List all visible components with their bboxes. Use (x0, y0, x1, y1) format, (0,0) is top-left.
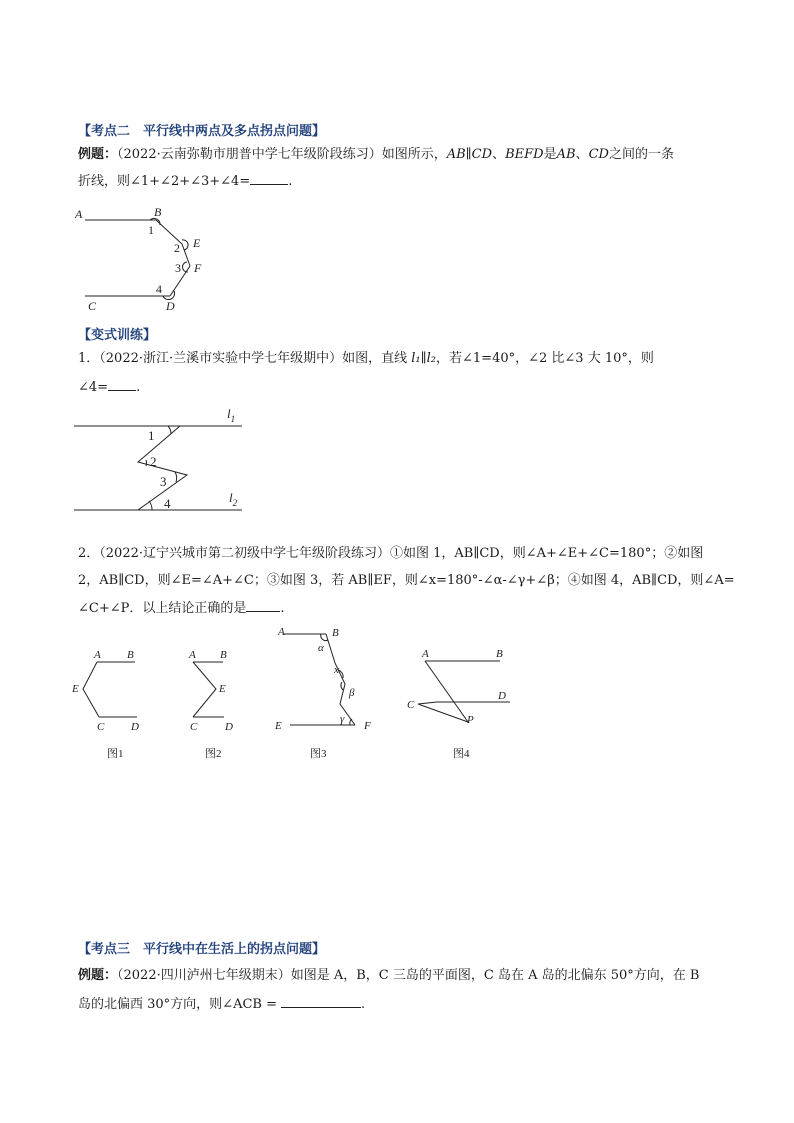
answer-blank[interactable] (250, 172, 288, 185)
label-a: A (75, 207, 83, 221)
figure-3 (270, 620, 380, 763)
figure-4 (400, 640, 520, 763)
s3-line-1 (78, 967, 699, 985)
fig3-label-gamma: γ (340, 713, 345, 725)
q1-answer-blank[interactable] (108, 378, 136, 391)
fig3-label-a: A (278, 626, 285, 638)
label-d: D (166, 299, 175, 313)
s3-period: . (360, 997, 366, 1012)
text-sep2: 、 (575, 147, 589, 162)
q2-line-3 (78, 599, 285, 618)
s3-question: 岛的北偏西 30°方向，则∠ACB = (78, 997, 277, 1012)
q1-line-1 (78, 350, 654, 368)
fig4-label-d: D (498, 690, 506, 702)
fig1-caption: 图1 (107, 748, 124, 760)
fig2-caption: 图2 (205, 748, 222, 760)
fig4-caption: 图4 (453, 748, 470, 760)
label-l2 (229, 490, 238, 508)
q2-question: ∠C+∠P．以上结论正确的是 (78, 601, 247, 616)
section-header-2: 【考点二 平行线中两点及多点拐点问题】 (78, 124, 326, 139)
fig3-label-beta: β (349, 687, 355, 699)
q1-angle-4: 4 (164, 496, 171, 511)
fig1-label-c: C (97, 721, 105, 733)
example-source: （2022·云南弥勒市朋普中学七年级阶段练习）如图所示， (117, 147, 447, 162)
q2-period: . (280, 601, 285, 616)
q1-angle-2: 2 (150, 454, 157, 469)
angle-4: 4 (156, 282, 162, 296)
q1-line-2 (78, 378, 140, 397)
q1-question: ∠4= (78, 380, 109, 395)
l1-letter: l (227, 406, 231, 421)
math-ab: AB (556, 147, 576, 162)
label-l1 (227, 406, 235, 424)
figure-q1 (72, 400, 252, 515)
q1-angle-3: 3 (160, 474, 167, 489)
figure-1 (68, 645, 150, 763)
label-b: B (154, 205, 162, 219)
fig4-label-b: B (496, 648, 503, 660)
fig1-label-b: B (127, 649, 134, 661)
q2-line-1: 2．（2022·辽宁兴城市第二初级中学七年级阶段练习）①如图 1，AB∥CD，则∠A+∠E+∠C=180°；②如图 (78, 546, 704, 561)
text-sep: 、 (492, 147, 506, 162)
q2-answer-blank[interactable] (246, 599, 280, 612)
s3-answer-blank[interactable] (281, 995, 361, 1008)
math-ab-cd: AB∥CD (446, 147, 493, 162)
q1-text-b: ，若∠1=40°，∠2 比∠3 大 10°，则 (436, 351, 654, 366)
fig4-label-a: A (422, 648, 429, 660)
q1-text-a: 1．（2022·浙江·兰溪市实验中学七年级期中）如图，直线 (78, 351, 412, 366)
example-line-2 (78, 172, 292, 191)
q2-line-2: 2，AB∥CD，则∠E=∠A+∠C；③如图 3，若 AB∥EF，则∠x=180°-∠α-∠γ+∠β；④如图 4，AB∥CD，则∠A= (78, 573, 735, 588)
text-period: . (288, 174, 293, 189)
fig1-label-d: D (131, 721, 139, 733)
angle-1: 1 (148, 223, 154, 237)
fig3-label-alpha: α (318, 642, 324, 654)
math-cd: CD (588, 147, 609, 162)
fig2-label-d: D (225, 721, 233, 733)
label-e: E (193, 236, 201, 250)
fig1-label-e: E (72, 683, 79, 695)
l2-letter: l (229, 490, 233, 505)
s3-example-label: 例题： (78, 968, 118, 983)
fig3-label-x: x (334, 664, 339, 676)
fig3-label-f: F (364, 720, 371, 732)
example-question: 折线，则∠1+∠2+∠3+∠4= (78, 174, 251, 189)
figure-2 (178, 645, 248, 763)
text-is: 是 (543, 147, 557, 162)
fig4-label-p: P (467, 714, 474, 726)
fig4-label-c: C (407, 699, 415, 711)
s3-line-2 (78, 995, 365, 1014)
label-c: C (88, 299, 97, 313)
fig2-label-c: C (190, 721, 198, 733)
math-befd: BEFD (505, 147, 544, 162)
fig3-caption: 图3 (310, 748, 327, 760)
example-line-1 (78, 146, 674, 164)
l2-subscript: 2 (232, 498, 238, 508)
fig3-label-b: B (332, 627, 339, 639)
q1-angle-1: 1 (148, 428, 155, 443)
label-f: F (194, 261, 202, 275)
q1-period: . (136, 380, 141, 395)
text-end: 之间的一条 (608, 147, 674, 162)
figure-befd (70, 202, 220, 314)
fig3-label-e: E (275, 720, 282, 732)
l1-subscript: 1 (230, 414, 236, 424)
fig1-label-a: A (94, 649, 101, 661)
fig2-label-e: E (219, 683, 226, 695)
section-header-3: 【考点三 平行线中在生活上的拐点问题】 (78, 942, 326, 957)
variant-header: 【变式训练】 (78, 328, 157, 343)
angle-3: 3 (175, 261, 181, 275)
fig2-label-b: B (220, 649, 227, 661)
q1-math-l1l2: l₁∥l₂ (411, 351, 437, 366)
angle-2: 2 (174, 241, 180, 255)
s3-text-1: （2022·四川泸州七年级期末）如图是 A，B，C 三岛的平面图，C 岛在 A 岛的北偏东 50°方向，在 B (117, 968, 700, 983)
fig2-label-a: A (189, 649, 196, 661)
example-label: 例题： (78, 147, 118, 162)
